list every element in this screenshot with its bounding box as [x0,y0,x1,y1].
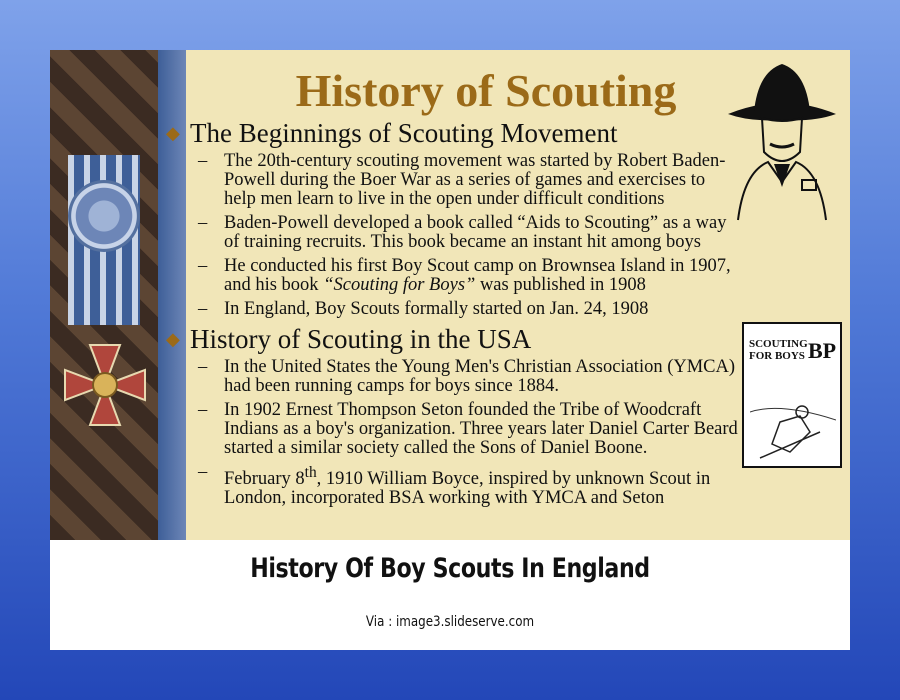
maltese-cross-icon [60,340,150,430]
caption-title: History Of Boy Scouts In England [250,553,650,584]
bullet-diamond-icon: ◆ [166,329,180,349]
caption-panel [50,540,850,650]
scout-illustration [750,372,836,462]
slide-image [50,50,850,540]
source-link[interactable]: Via : image3.slideserve.com [365,614,535,630]
list-item: – In the United States the Young Men's Christian Association (YMCA) had been running camps for boys since 1884. [198,357,736,396]
book-initials: BP [808,338,837,363]
list-item: – Baden-Powell developed a book called “Aids to Scouting” as a way of training recruits. This book became an instant hit among boys [198,213,727,252]
bullet-diamond-icon: ◆ [166,123,180,143]
medal-photo [50,50,158,540]
slide-title: History of Scouting [295,65,677,116]
list-item: – In 1902 Ernest Thompson Seton founded the Tribe of Woodcraft Indians as a boy's organization. Three years later Daniel Carter Beard started a similar society called the Sons of Daniel Boone. [198,400,738,458]
slide-content [160,114,740,513]
scouting-for-boys-book-cover [742,322,842,468]
medal-rosette [68,180,140,252]
list-item: – He conducted his first Boy Scout camp on Brownsea Island in 1907, and his book “Scouting for Boys” was published in 1908 [198,256,731,295]
section-heading: ◆ History of Scouting in the USA [166,324,532,354]
list-item: – February 8th, 1910 William Boyce, inspired by unknown Scout in London, incorporated BSA working with YMCA and Seton [198,462,711,509]
list-item: – In England, Boy Scouts formally started on Jan. 24, 1908 [198,299,649,319]
section-heading: ◆ The Beginnings of Scouting Movement [166,118,618,148]
book-title: SCOUTING FOR BOYS [749,338,808,362]
list-item: – The 20th-century scouting movement was started by Robert Baden-Powell during the Boer War as a series of games and exercises to help men learn to live in the open under difficult conditions [198,151,726,209]
